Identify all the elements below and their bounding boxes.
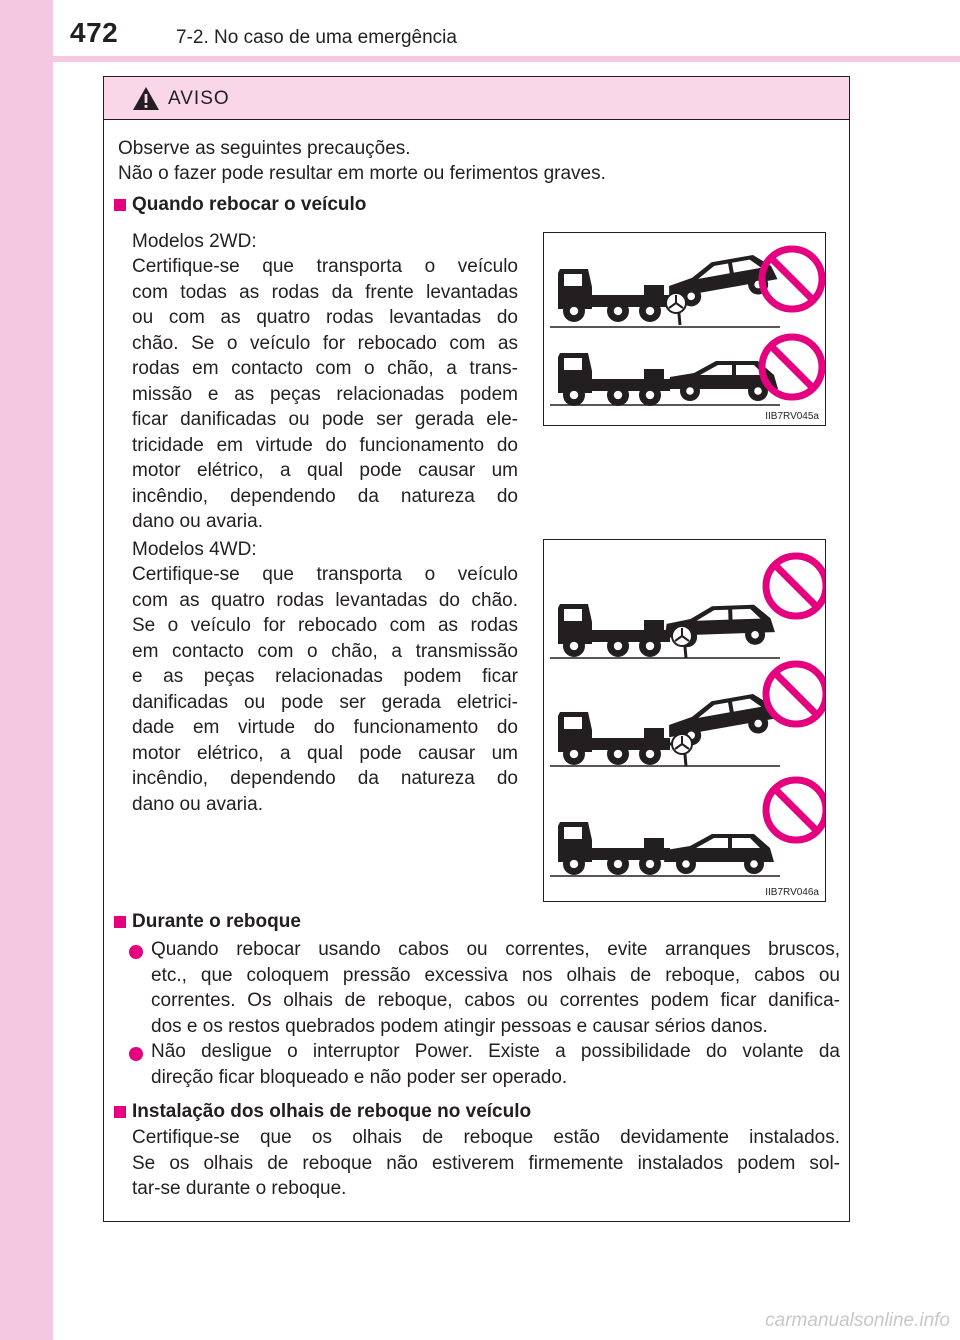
figure-code: IIB7RV046a [765,887,819,898]
tow-truck [558,353,670,406]
text-line: dano ou avaria. [132,793,263,815]
warning-header [104,77,849,120]
tow-truck [558,822,670,875]
tow-truck [558,269,670,322]
intro-line: Não o fazer pode resultar em morte ou ferimentos graves. [118,163,606,184]
text-line: direção ficar bloqueado e não poder ser operado. [151,1066,568,1088]
header-rule [53,56,960,62]
text-line: etc., que coloquem pressão excessiva nos olhais de reboque, cabos ou [151,964,840,986]
text-line: Se os olhais de reboque não estiverem firmemente instalados podem sol- [132,1152,840,1174]
tow-truck [558,712,670,765]
towed-car [664,834,774,874]
text-line: ficar danificadas ou pode ser gerada ele- [132,409,518,430]
prohibited-icon [766,556,825,616]
models-2wd-label: Modelos 2WD: [132,231,257,252]
text-line: incêndio, dependendo da natureza do [132,768,518,789]
bullet-dot [129,945,143,959]
text-line: chão. Se o veículo for rebocado com as [132,332,518,354]
text-line: Quando rebocar usando cabos ou correntes, evite arranques bruscos, [151,939,840,960]
prohibited-icon [766,780,825,840]
figure-code: IIB7RV045a [765,411,819,422]
section-title: 7-2. No caso de uma emergência [176,27,457,48]
text-line: tar-se durante o reboque. [132,1178,347,1199]
side-tab [0,0,53,1340]
warning-triangle-icon [132,86,160,111]
towing-4wd-illustration [544,540,825,901]
text-line: Certifique-se que os olhais de reboque estão devidamente instalados. [132,1127,840,1148]
prohibited-icon [762,337,822,397]
tow-truck [558,604,670,657]
text-line: dos e os restos quebrados podem atingir pessoas e causar sérios danos. [151,1015,768,1037]
towing-2wd-illustration [544,233,825,425]
section-marker [114,1106,126,1118]
text-line: Se o veículo for rebocado com as rodas [132,615,518,636]
text-line: rodas em contacto com o chão, a trans- [132,358,518,379]
text-line: danificadas ou pode ser gerada eletrici- [132,691,518,713]
text-line: Certifique-se que transporta o veículo [132,256,518,277]
warning-box [103,76,850,1222]
towing-heading: Quando rebocar o veículo [132,194,367,215]
text-line: com as quatro rodas levantadas do chão. [132,589,518,611]
text-line: Não desligue o interruptor Power. Existe a possibilidade do volante da [151,1041,840,1062]
figure-2wd [543,232,826,426]
warning-title: AVISO [168,88,230,109]
text-line: dano ou avaria. [132,511,263,532]
text-line: com todas as rodas da frente levantadas [132,281,518,303]
figure-4wd [543,539,826,902]
text-line: e as peças relacionadas podem ficar [132,666,518,687]
text-line: Certifique-se que transporta o veículo [132,564,518,585]
text-line: tricidade em virtude do funcionamento do [132,434,518,456]
text-line: missão e as peças relacionadas podem [132,383,518,405]
text-line: ou com as quatro rodas levantadas do [132,307,518,328]
prohibited-icon [766,664,825,724]
watermark: carmanualsonline.info [765,1310,950,1331]
text-line: motor elétrico, a qual pode causar um [132,460,518,481]
section-marker [114,916,126,928]
section-marker [114,199,126,211]
page-number: 472 [70,17,119,48]
text-line: correntes. Os olhais de reboque, cabos ou correntes podem ficar danifica- [151,990,840,1011]
install-heading: Instalação dos olhais de reboque no veículo [132,1101,532,1122]
bullet-dot [129,1047,143,1061]
text-line: motor elétrico, a qual pode causar um [132,742,518,764]
text-line: em contacto com o chão, a transmissão [132,640,518,662]
text-line: dade em virtude do funcionamento do [132,717,518,738]
models-4wd-label: Modelos 4WD: [132,539,257,560]
intro-line: Observe as seguintes precauções. [118,138,411,159]
during-heading: Durante o reboque [132,911,301,932]
text-line: incêndio, dependendo da natureza do [132,485,518,507]
